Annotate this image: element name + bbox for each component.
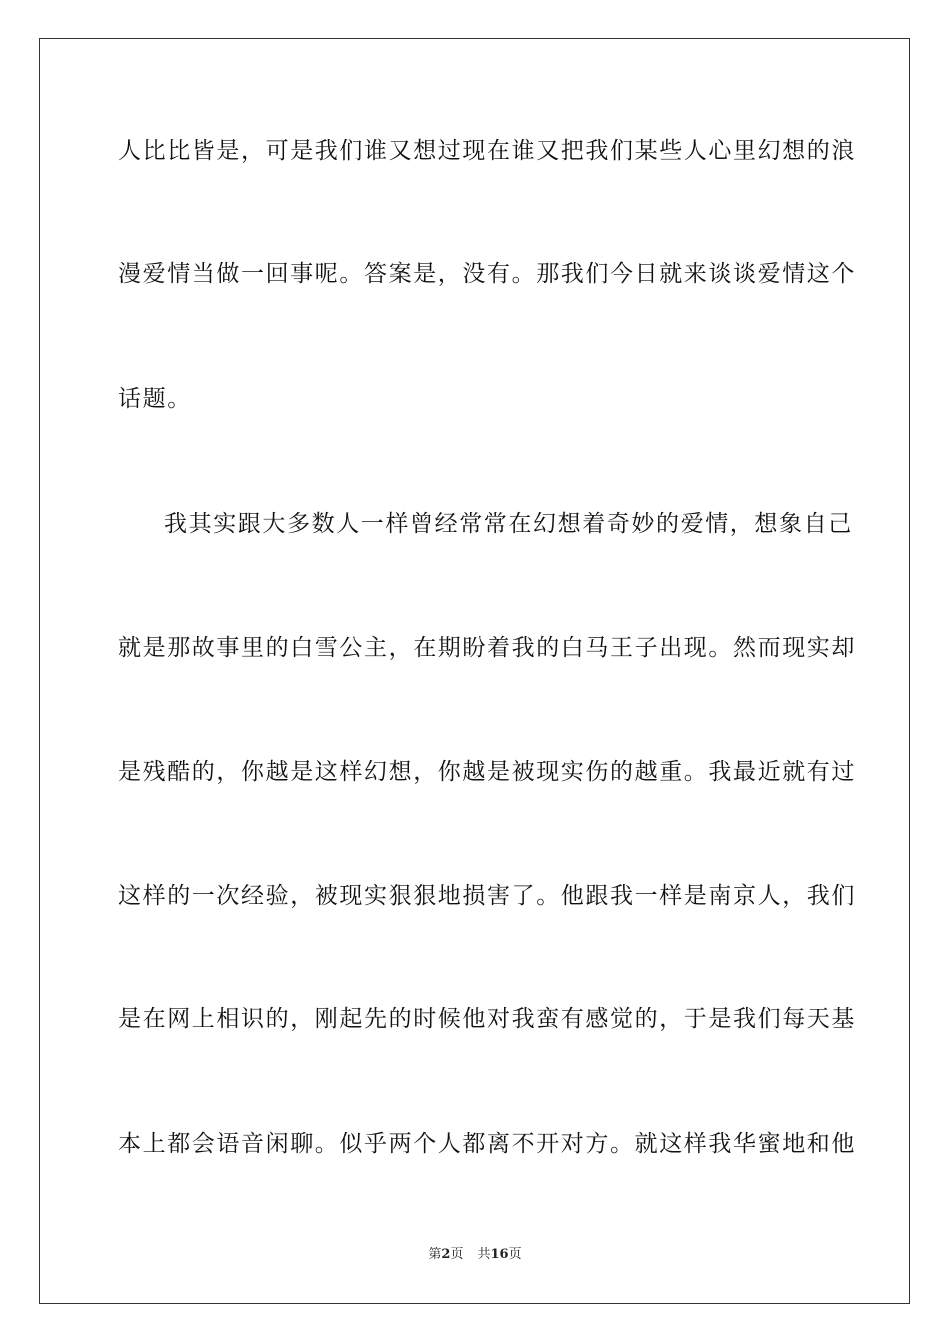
page-suffix: 页 [450,1247,464,1262]
text-line-2: 漫爱情当做一回事呢。答案是，没有。那我们今日就来谈谈爱情这个 [118,261,856,287]
text-line-1: 人比比皆是，可是我们谁又想过现在谁又把我们某些人心里幻想的浪 [118,138,856,164]
text-line-6: 是残酷的，你越是这样幻想，你越是被现实伤的越重。我最近就有过 [118,759,856,785]
text-line-7: 这样的一次经验，被现实狠狠地损害了。他跟我一样是南京人，我们 [118,883,856,909]
page-number: 2 [441,1247,451,1262]
page-border [39,38,910,1304]
text-line-3: 话题。 [118,386,192,412]
text-line-9: 本上都会语音闲聊。似乎两个人都离不开对方。就这样我华蜜地和他 [118,1131,856,1157]
text-line-8: 是在网上相识的，刚起先的时候他对我蛮有感觉的，于是我们每天基 [118,1006,856,1032]
page-prefix: 第 [428,1247,442,1262]
total-prefix: 共 [477,1247,491,1262]
page-footer [0,1246,950,1264]
text-line-4: 我其实跟大多数人一样曾经常常在幻想着奇妙的爱情，想象自己 [164,511,853,537]
text-line-5: 就是那故事里的白雪公主，在期盼着我的白马王子出现。然而现实却 [118,635,856,661]
total-pages: 16 [490,1247,509,1262]
total-suffix: 页 [508,1247,522,1262]
